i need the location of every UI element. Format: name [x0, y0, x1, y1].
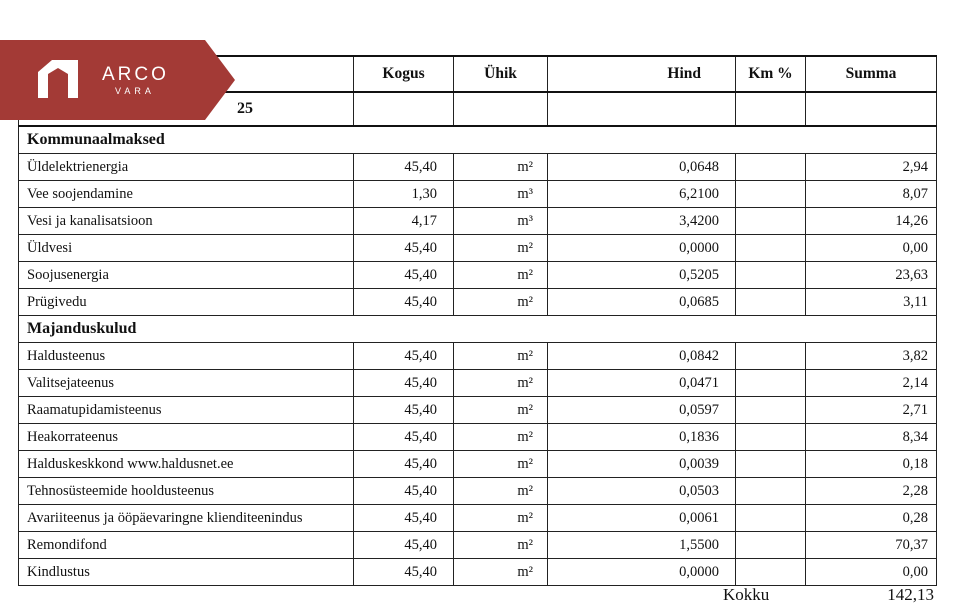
item-kogus: 45,40	[354, 397, 454, 424]
item-km	[736, 451, 806, 478]
item-name: Kindlustus	[19, 559, 354, 586]
item-hind: 0,0061	[548, 505, 736, 532]
item-summa: 0,00	[806, 235, 937, 262]
table-row	[19, 343, 937, 370]
item-km	[736, 505, 806, 532]
item-summa: 2,71	[806, 397, 937, 424]
item-summa: 3,11	[806, 289, 937, 316]
item-unit: m³	[454, 181, 548, 208]
table-row	[19, 289, 937, 316]
item-summa: 0,00	[806, 559, 937, 586]
item-hind: 0,0039	[548, 451, 736, 478]
period-label: 25	[19, 92, 354, 126]
item-name: Vee soojendamine	[19, 181, 354, 208]
item-unit: m²	[454, 424, 548, 451]
table-row	[19, 424, 937, 451]
item-summa: 70,37	[806, 532, 937, 559]
item-unit: m²	[454, 505, 548, 532]
item-summa: 8,07	[806, 181, 937, 208]
item-unit: m³	[454, 208, 548, 235]
header-summa: Summa	[806, 56, 937, 92]
item-unit: m²	[454, 370, 548, 397]
header-hind: Hind	[548, 56, 736, 92]
table-row	[19, 451, 937, 478]
item-hind: 0,1836	[548, 424, 736, 451]
period-empty-cell	[736, 92, 806, 126]
item-hind: 0,0597	[548, 397, 736, 424]
item-kogus: 45,40	[354, 235, 454, 262]
item-name: Soojusenergia	[19, 262, 354, 289]
item-hind: 0,0000	[548, 235, 736, 262]
item-name: Heakorrateenus	[19, 424, 354, 451]
header-km: Km %	[736, 56, 806, 92]
item-kogus: 45,40	[354, 289, 454, 316]
table-row	[19, 181, 937, 208]
item-unit: m²	[454, 478, 548, 505]
item-hind: 0,5205	[548, 262, 736, 289]
period-empty-cell	[548, 92, 736, 126]
item-km	[736, 478, 806, 505]
item-summa: 2,94	[806, 154, 937, 181]
item-name: Haldusteenus	[19, 343, 354, 370]
item-summa: 14,26	[806, 208, 937, 235]
table-row	[19, 208, 937, 235]
total-label: Kokku	[723, 585, 770, 604]
item-hind: 6,2100	[548, 181, 736, 208]
item-hind: 0,0471	[548, 370, 736, 397]
item-name: Tehnosüsteemide hooldusteenus	[19, 478, 354, 505]
item-hind: 0,0685	[548, 289, 736, 316]
table-row	[19, 370, 937, 397]
item-name: Üldvesi	[19, 235, 354, 262]
item-hind: 0,0648	[548, 154, 736, 181]
item-km	[736, 154, 806, 181]
item-summa: 2,14	[806, 370, 937, 397]
item-name: Üldelektrienergia	[19, 154, 354, 181]
arco-vara-logo	[0, 40, 235, 120]
item-km	[736, 559, 806, 586]
item-kogus: 45,40	[354, 154, 454, 181]
item-summa: 23,63	[806, 262, 937, 289]
item-name: Raamatupidamisteenus	[19, 397, 354, 424]
item-summa: 0,18	[806, 451, 937, 478]
item-summa: 8,34	[806, 424, 937, 451]
item-km	[736, 343, 806, 370]
item-hind: 1,5500	[548, 532, 736, 559]
item-km	[736, 235, 806, 262]
section-title: Majanduskulud	[19, 316, 937, 343]
section-title: Kommunaalmaksed	[19, 126, 937, 154]
item-km	[736, 181, 806, 208]
item-kogus: 45,40	[354, 559, 454, 586]
period-empty-cell	[454, 92, 548, 126]
item-name: Halduskeskkond www.haldusnet.ee	[19, 451, 354, 478]
invoice-table	[18, 55, 937, 586]
item-km	[736, 289, 806, 316]
item-unit: m²	[454, 262, 548, 289]
table-row	[19, 559, 937, 586]
item-km	[736, 532, 806, 559]
item-hind: 0,0842	[548, 343, 736, 370]
item-km	[736, 397, 806, 424]
item-km	[736, 370, 806, 397]
item-kogus: 45,40	[354, 451, 454, 478]
item-kogus: 4,17	[354, 208, 454, 235]
item-name: Vesi ja kanalisatsioon	[19, 208, 354, 235]
table-row	[19, 505, 937, 532]
item-unit: m²	[454, 397, 548, 424]
item-unit: m²	[454, 289, 548, 316]
item-kogus: 45,40	[354, 370, 454, 397]
item-hind: 0,0000	[548, 559, 736, 586]
item-kogus: 45,40	[354, 478, 454, 505]
item-summa: 3,82	[806, 343, 937, 370]
item-summa: 2,28	[806, 478, 937, 505]
table-row	[19, 478, 937, 505]
table-row	[19, 235, 937, 262]
item-km	[736, 262, 806, 289]
item-km	[736, 208, 806, 235]
item-unit: m²	[454, 451, 548, 478]
item-unit: m²	[454, 154, 548, 181]
item-kogus: 45,40	[354, 532, 454, 559]
item-hind: 0,0503	[548, 478, 736, 505]
item-kogus: 45,40	[354, 262, 454, 289]
item-kogus: 45,40	[354, 424, 454, 451]
item-kogus: 45,40	[354, 505, 454, 532]
item-kogus: 1,30	[354, 181, 454, 208]
table-row	[19, 397, 937, 424]
table-row	[19, 262, 937, 289]
total-row	[0, 583, 936, 609]
logo-brand: ARCO	[102, 64, 169, 85]
item-km	[736, 424, 806, 451]
item-unit: m²	[454, 532, 548, 559]
header-kogus: Kogus	[354, 56, 454, 92]
item-summa: 0,28	[806, 505, 937, 532]
item-name: Avariiteenus ja ööpäevaringne klienditeenindus	[19, 505, 354, 532]
item-unit: m²	[454, 343, 548, 370]
section-row	[19, 316, 937, 343]
section-row	[19, 126, 937, 154]
item-unit: m²	[454, 559, 548, 586]
total-value: 142,13	[887, 585, 934, 604]
item-name: Valitsejateenus	[19, 370, 354, 397]
table-row	[19, 532, 937, 559]
table-row	[19, 154, 937, 181]
item-name: Prügivedu	[19, 289, 354, 316]
logo-sub: VARA	[115, 86, 155, 96]
header-yhik: Ühik	[454, 56, 548, 92]
item-kogus: 45,40	[354, 343, 454, 370]
item-name: Remondifond	[19, 532, 354, 559]
item-unit: m²	[454, 235, 548, 262]
period-empty-cell	[354, 92, 454, 126]
house-logo-icon	[38, 60, 78, 98]
item-hind: 3,4200	[548, 208, 736, 235]
period-empty-cell	[806, 92, 937, 126]
